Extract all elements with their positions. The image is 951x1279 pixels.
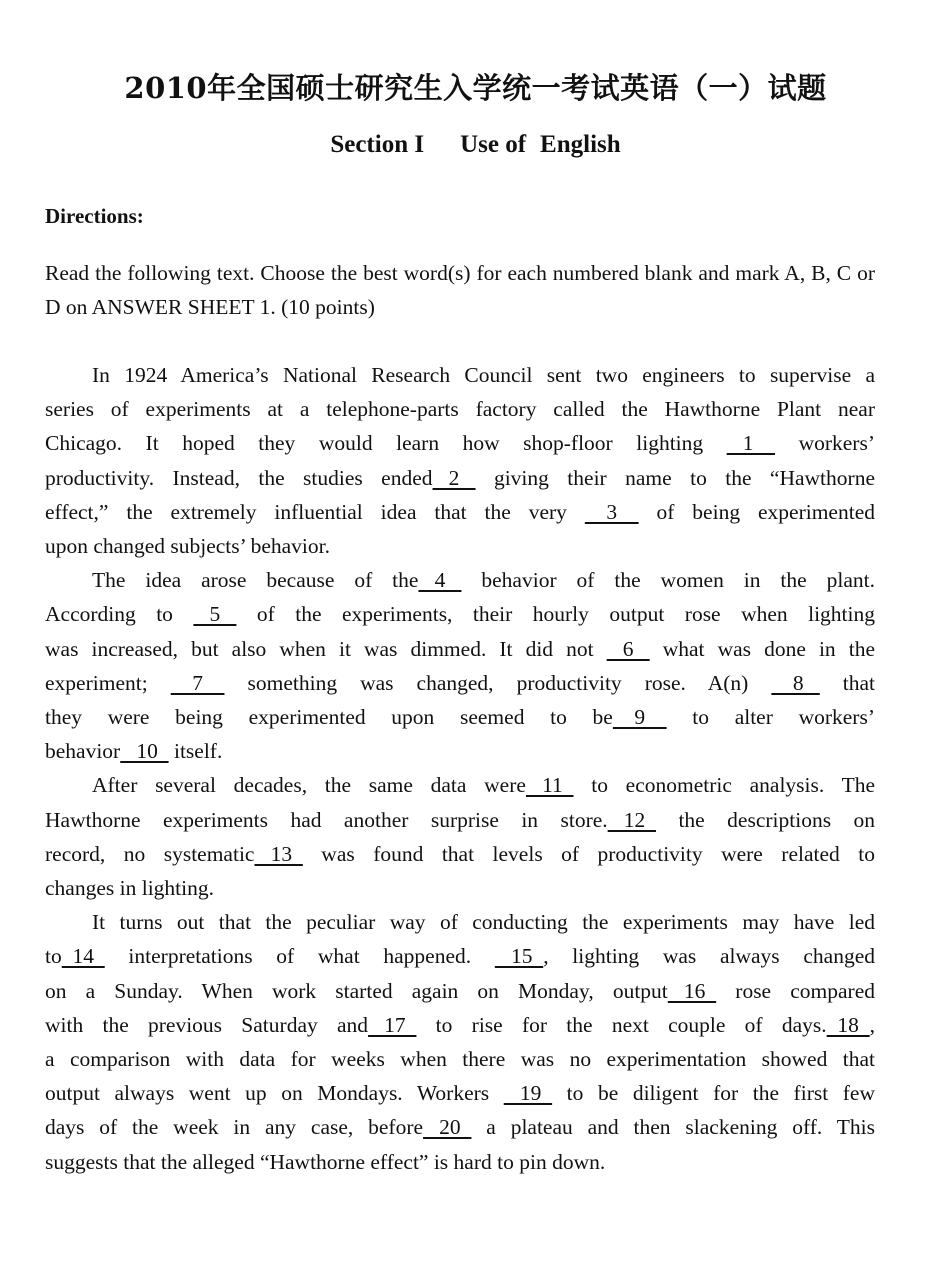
passage-line [45,1110,875,1144]
passage-line [45,1008,875,1042]
passage-line [45,700,875,734]
blank-1: 1 [726,431,776,456]
passage-text: they were being experimented upon seemed to be [45,705,613,730]
passage-line [45,939,875,973]
blank-19: 19 [503,1081,553,1106]
passage-text: of being experimented [638,499,875,524]
passage-line [45,392,875,426]
blank-13: 13 [254,841,303,866]
passage-text: rose compared [716,978,875,1003]
passage-line [45,768,875,802]
paragraph-4 [45,905,875,1179]
passage-line [45,495,875,529]
directions-label: Directions: [45,204,144,228]
passage-text: with the previous Saturday and [45,1012,369,1037]
blank-2: 2 [432,465,476,490]
blank-8: 8 [771,670,820,695]
passage-text: Hawthorne experiments had another surprise in store. [45,807,608,832]
passage-line [45,597,875,631]
directions-text: Read the following text. Choose the best word(s) for each numbered blank and mark A, B, C or D on ANSWER SHEET 1. (10 points) [45,261,875,319]
passage-line [45,426,875,460]
cloze-passage [45,358,875,1179]
blank-7: 7 [170,670,225,695]
passage-text: record, no systematic [45,841,255,866]
passage-text: series of experiments at a telephone-parts factory called the Hawthorne Plant near [45,397,875,422]
section-part-2: Use of [460,131,527,158]
passage-text: days of the week in any case, before [45,1115,424,1140]
passage-text: According to [45,602,194,627]
blank-3: 3 [584,499,639,524]
passage-line [45,529,875,563]
passage-text: that [819,670,875,695]
passage-line [45,666,875,700]
passage-text: giving their name to the “Hawthorne [475,465,875,490]
passage-text: was found that levels of productivity were related to [302,841,875,866]
paragraph-1 [45,358,875,563]
passage-line [45,905,875,939]
passage-line [45,734,875,768]
passage-text: workers’ [775,431,875,456]
blank-20: 20 [423,1115,472,1140]
passage-text: to be diligent for the first few [552,1081,875,1106]
passage-text: In 1924 America’s National Research Council sent two engineers to supervise a [92,363,875,387]
passage-text: to alter workers’ [666,705,875,730]
blank-12: 12 [607,807,657,832]
passage-text: output always went up on Mondays. Workers [45,1081,504,1106]
passage-text: to rise for the next couple of days. [416,1012,827,1037]
passage-line [45,871,875,905]
blank-15: 15 [494,944,544,969]
paragraph-3 [45,768,875,905]
passage-text: It turns out that the peculiar way of conducting the experiments may have led [92,910,875,935]
passage-text: interpretations of what happened. [104,944,495,969]
paragraph-2 [45,563,875,768]
blank-14: 14 [61,944,105,969]
blank-10: 10 [120,739,169,764]
blank-11: 11 [525,773,574,798]
passage-line [45,1076,875,1110]
passage-text: upon changed subjects’ behavior. [45,534,330,559]
section-part-3: English [540,131,621,158]
passage-text: on a Sunday. When work started again on Monday, output [45,978,668,1003]
page-title: 2010年全国硕士研究生入学统一考试英语（一）试题 [124,71,827,105]
passage-line [45,1145,875,1179]
passage-line [45,461,875,495]
blank-17: 17 [368,1012,417,1037]
passage-text: behavior [45,739,121,764]
blank-16: 16 [667,978,717,1003]
passage-line [45,358,875,392]
blank-4: 4 [418,568,462,593]
passage-text: , lighting was always changed [543,944,875,969]
passage-line [45,837,875,871]
passage-text: of the experiments, their hourly output rose when lighting [236,602,875,627]
passage-text: what was done in the [649,636,876,661]
passage-text: behavior of the women in the plant. [461,568,875,593]
passage-text: changes in lighting. [45,876,214,901]
passage-text: The idea arose because of the [92,568,419,593]
section-heading [0,131,951,159]
passage-text: something was changed, productivity rose. A(n) [224,670,772,695]
passage-text: experiment; [45,670,171,695]
passage-text: a plateau and then slackening off. This [471,1115,875,1140]
passage-text: After several decades, the same data were [92,773,526,798]
passage-text: to [45,944,62,969]
passage-text: productivity. Instead, the studies ended [45,465,433,490]
passage-text: the descriptions on [656,807,875,832]
passage-text: suggests that the alleged “Hawthorne effect” is hard to pin down. [45,1149,606,1174]
section-part-1: Section I [330,131,425,158]
passage-text: effect,” the extremely influential idea that the very [45,499,585,524]
passage-line [45,1042,875,1076]
passage-text: Chicago. It hoped they would learn how shop-floor lighting [45,431,727,456]
blank-6: 6 [606,636,650,661]
passage-text: , [869,1012,875,1037]
passage-line [45,563,875,597]
blank-5: 5 [193,602,237,627]
passage-line [45,632,875,666]
blank-9: 9 [612,705,667,730]
passage-line [45,803,875,837]
passage-text: was increased, but also when it was dimmed. It did not [45,636,607,661]
passage-text: a comparison with data for weeks when there was no experimentation showed that [45,1047,875,1072]
passage-text: itself. [168,739,223,764]
passage-line [45,974,875,1008]
blank-18: 18 [826,1012,870,1037]
passage-text: to econometric analysis. The [573,773,875,798]
